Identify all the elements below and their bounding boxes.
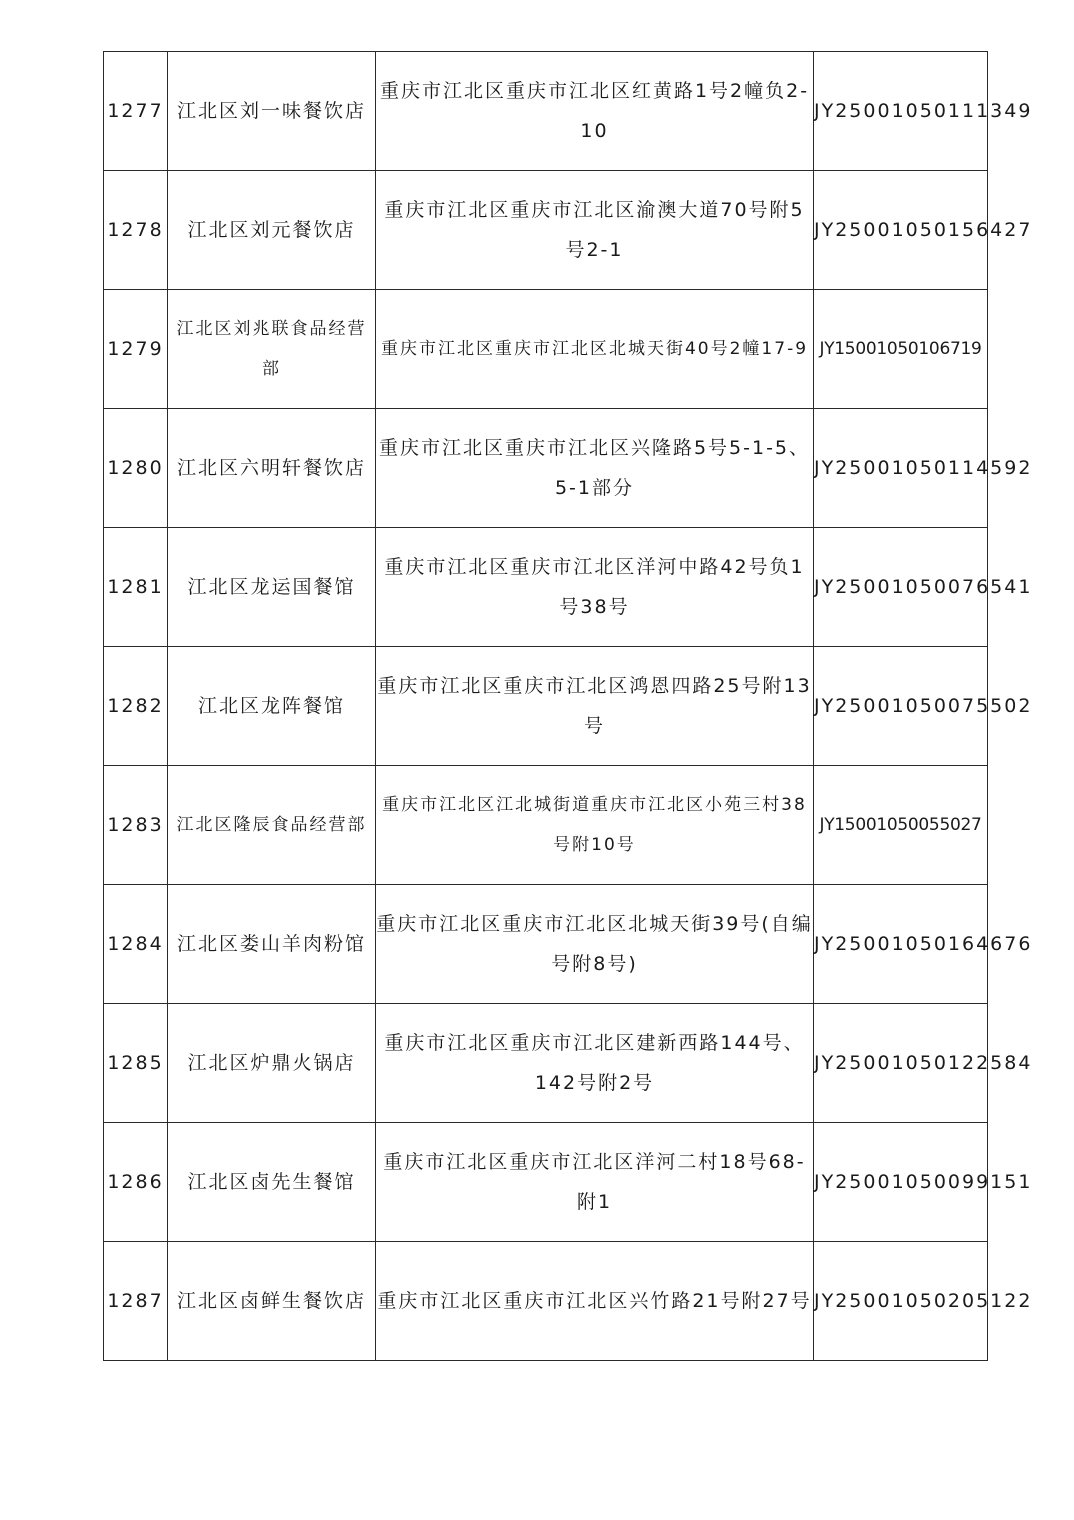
table-row <box>104 1004 988 1123</box>
address-cell: 重庆市江北区重庆市江北区洋河二村18号68-附1 <box>376 1123 814 1242</box>
business-name-cell: 江北区炉鼎火锅店 <box>168 1004 376 1123</box>
license-number-cell: JY25001050099151 <box>814 1123 988 1242</box>
address-cell: 重庆市江北区重庆市江北区建新西路144号、142号附2号 <box>376 1004 814 1123</box>
table-row <box>104 528 988 647</box>
business-name-cell: 江北区六明轩餐饮店 <box>168 409 376 528</box>
table-row <box>104 171 988 290</box>
row-number-cell: 1286 <box>104 1123 168 1242</box>
address-cell: 重庆市江北区江北城街道重庆市江北区小苑三村38号附10号 <box>376 766 814 885</box>
business-name-cell: 江北区隆辰食品经营部 <box>168 766 376 885</box>
row-number-cell: 1283 <box>104 766 168 885</box>
row-number-cell: 1287 <box>104 1242 168 1361</box>
license-number-cell: JY25001050111349 <box>814 52 988 171</box>
business-listing-table <box>103 51 1033 1361</box>
license-number-cell: JY25001050164676 <box>814 885 988 1004</box>
business-name-cell: 江北区龙运国餐馆 <box>168 528 376 647</box>
address-cell: 重庆市江北区重庆市江北区兴隆路5号5-1-5、5-1部分 <box>376 409 814 528</box>
address-cell: 重庆市江北区重庆市江北区北城天街39号(自编号附8号) <box>376 885 814 1004</box>
business-name-cell: 江北区刘一味餐饮店 <box>168 52 376 171</box>
table-row <box>104 766 988 885</box>
table-row <box>104 1242 988 1361</box>
license-number-cell: JY25001050205122 <box>814 1242 988 1361</box>
address-cell: 重庆市江北区重庆市江北区鸿恩四路25号附13号 <box>376 647 814 766</box>
table-row <box>104 290 988 409</box>
row-number-cell: 1280 <box>104 409 168 528</box>
license-number-cell: JY25001050076541 <box>814 528 988 647</box>
address-cell: 重庆市江北区重庆市江北区红黄路1号2幢负2-10 <box>376 52 814 171</box>
business-name-cell: 江北区卤先生餐馆 <box>168 1123 376 1242</box>
license-number-cell: JY15001050055027 <box>814 766 988 885</box>
table-row <box>104 647 988 766</box>
business-name-cell: 江北区龙阵餐馆 <box>168 647 376 766</box>
license-number-cell: JY25001050075502 <box>814 647 988 766</box>
row-number-cell: 1277 <box>104 52 168 171</box>
row-number-cell: 1285 <box>104 1004 168 1123</box>
row-number-cell: 1284 <box>104 885 168 1004</box>
table-row <box>104 52 988 171</box>
row-number-cell: 1281 <box>104 528 168 647</box>
table-row <box>104 409 988 528</box>
table-row <box>104 1123 988 1242</box>
address-cell: 重庆市江北区重庆市江北区洋河中路42号负1号38号 <box>376 528 814 647</box>
table-row <box>104 885 988 1004</box>
row-number-cell: 1282 <box>104 647 168 766</box>
business-name-cell: 江北区刘兆联食品经营部 <box>168 290 376 409</box>
license-number-cell: JY15001050106719 <box>814 290 988 409</box>
address-cell: 重庆市江北区重庆市江北区北城天街40号2幢17-9 <box>376 290 814 409</box>
license-number-cell: JY25001050156427 <box>814 171 988 290</box>
address-cell: 重庆市江北区重庆市江北区渝澳大道70号附5号2-1 <box>376 171 814 290</box>
license-number-cell: JY25001050122584 <box>814 1004 988 1123</box>
license-number-cell: JY25001050114592 <box>814 409 988 528</box>
business-name-cell: 江北区卤鲜生餐饮店 <box>168 1242 376 1361</box>
business-name-cell: 江北区刘元餐饮店 <box>168 171 376 290</box>
address-cell: 重庆市江北区重庆市江北区兴竹路21号附27号 <box>376 1242 814 1361</box>
row-number-cell: 1279 <box>104 290 168 409</box>
business-name-cell: 江北区娄山羊肉粉馆 <box>168 885 376 1004</box>
row-number-cell: 1278 <box>104 171 168 290</box>
